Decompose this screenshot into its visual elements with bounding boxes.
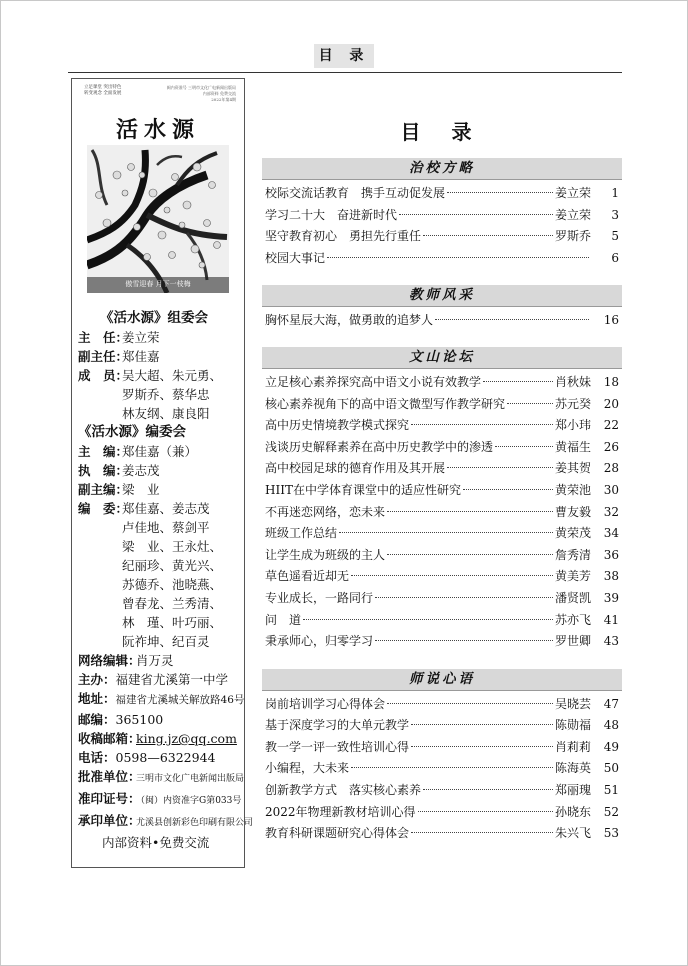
section-header: 文山论坛	[262, 347, 622, 369]
entry-page-number: 22	[603, 418, 619, 433]
toc-entry[interactable]	[262, 458, 622, 480]
entry-page-number: 36	[603, 547, 619, 562]
dot-leader	[411, 832, 553, 833]
entry-page-number: 41	[603, 612, 619, 627]
board-row: 卢佳地、蔡剑平	[122, 520, 210, 535]
info-row: 主办：福建省尤溪第一中学	[78, 672, 229, 687]
info-row: 收稿邮箱：king.jz@qq.com	[78, 731, 237, 746]
entry-title: 学习二十大 奋进新时代	[265, 207, 398, 222]
entry-page-number: 6	[611, 250, 619, 265]
toc-entry[interactable]	[262, 780, 622, 802]
entry-title: 胸怀星辰大海，做勇敢的追梦人	[265, 313, 434, 328]
entry-author: 孙晓东	[554, 804, 591, 819]
entry-page-number: 48	[603, 718, 619, 733]
table-of-contents	[262, 100, 622, 845]
entry-author: 罗世卿	[554, 634, 591, 649]
board-row: 副主编：梁 业	[78, 482, 160, 497]
entry-author: 朱兴飞	[554, 826, 591, 841]
dot-leader	[375, 640, 553, 641]
toc-entry[interactable]	[262, 415, 622, 437]
toc-entry[interactable]	[262, 183, 622, 205]
board-row: 梁 业、王永灶、	[122, 539, 223, 554]
entry-page-number: 30	[603, 482, 619, 497]
entry-author: 黄美芳	[554, 569, 591, 584]
toc-entry[interactable]	[262, 737, 622, 759]
toc-entry[interactable]	[262, 394, 622, 416]
entry-page-number: 34	[603, 526, 619, 541]
toc-entry[interactable]	[262, 226, 622, 248]
dot-leader	[423, 789, 553, 790]
entry-author: 黄荣茂	[554, 526, 591, 541]
board-row: 主 编：郑佳嘉（兼）	[78, 444, 198, 459]
dot-leader	[447, 467, 553, 468]
toc-entry[interactable]	[262, 502, 622, 524]
entry-author: 郑小玮	[554, 418, 591, 433]
entry-title: 秉承师心，归零学习	[265, 634, 374, 649]
toc-section	[262, 158, 622, 269]
info-row: 电话：0598—6322944	[78, 750, 216, 765]
entry-page-number: 39	[603, 590, 619, 605]
toc-entry[interactable]	[262, 248, 622, 270]
dot-leader	[387, 703, 553, 704]
magazine-name: 活水源	[115, 117, 200, 143]
entry-page-number: 5	[611, 229, 619, 244]
entry-author: 罗斯乔	[554, 229, 591, 244]
board-row: 曾春龙、兰秀清、	[122, 596, 223, 611]
entry-author: 黄荣池	[554, 482, 591, 497]
entry-author: 黄福生	[554, 439, 591, 454]
entry-title: 教一学一评一致性培训心得	[265, 739, 410, 754]
entry-title: 岗前培训学习心得体会	[265, 696, 386, 711]
entry-author: 苏亦飞	[554, 612, 591, 627]
dot-leader	[351, 767, 553, 768]
entry-title: 高中历史情境教学模式探究	[265, 418, 410, 433]
board-row: 编 委：郑佳嘉、姜志茂	[78, 501, 210, 516]
toc-entry[interactable]	[262, 566, 622, 588]
entry-title: 浅谈历史解释素养在高中历史教学中的渗透	[265, 439, 494, 454]
dot-leader	[399, 214, 553, 215]
masthead-panel	[71, 78, 254, 868]
board-row: 林 瑾、叶巧丽、	[122, 615, 223, 630]
board-row: 罗斯乔、蔡华忠	[122, 387, 210, 402]
footer-note: 内部资料•免费交流	[102, 835, 210, 850]
entry-author: 詹秀清	[554, 547, 591, 562]
dot-leader	[303, 619, 553, 620]
dot-leader	[463, 489, 553, 490]
toc-entry[interactable]	[262, 610, 622, 632]
board-row: 苏德乔、池晓燕、	[122, 577, 223, 592]
edit-committee-title: 《活水源》编委会	[78, 424, 186, 440]
running-head: 目 录	[314, 44, 374, 68]
section-header: 师说心语	[262, 669, 622, 691]
entry-title: 教育科研课题研究心得体会	[265, 826, 410, 841]
entry-author: 陈海英	[554, 761, 591, 776]
org-committee-title: 《活水源》组委会	[100, 310, 208, 326]
entry-title: 专业成长，一路同行	[265, 590, 374, 605]
entry-title: 校际交流话教育 携手互动促发展	[265, 186, 446, 200]
plum-blossom-painting	[87, 145, 229, 293]
entry-author: 吴晓芸	[554, 696, 591, 711]
entry-author: 姜其贺	[554, 461, 591, 476]
dot-leader	[495, 446, 553, 447]
cover-publication-note: 闽内资准号 三明市文化广电新闻出版局 内部资料 免费交流 2022年第4期	[166, 85, 236, 102]
publication-info	[78, 651, 253, 852]
dot-leader	[387, 511, 553, 512]
entry-title: 基于深度学习的大单元教学	[265, 718, 410, 733]
dot-leader	[351, 575, 553, 576]
entry-page-number: 47	[603, 696, 619, 711]
toc-entry[interactable]	[262, 437, 622, 459]
board-row: 副主任：郑佳嘉	[78, 349, 160, 364]
entry-page-number: 51	[603, 783, 619, 798]
board-row: 主 任：姜立荣	[78, 330, 160, 345]
dot-leader	[339, 532, 553, 533]
entry-author: 肖秋妹	[554, 374, 591, 389]
toc-entry[interactable]	[262, 372, 622, 394]
toc-entry[interactable]	[262, 823, 622, 845]
entry-title: HIIT在中学体育课堂中的适应性研究	[265, 482, 461, 497]
board-row: 阮祚坤、纪百灵	[122, 634, 210, 649]
header-rule	[68, 72, 622, 73]
toc-entry[interactable]	[262, 758, 622, 780]
entry-title: 坚守教育初心 勇担先行重任	[265, 229, 422, 244]
organizing-committee	[78, 309, 222, 651]
toc-entry[interactable]	[262, 631, 622, 653]
entry-page-number: 52	[603, 804, 619, 819]
entry-author: 姜立荣	[554, 186, 591, 200]
dot-leader	[387, 554, 553, 555]
entry-page-number: 49	[603, 739, 619, 754]
email-link[interactable]: king.jz@qq.com	[136, 731, 237, 746]
dot-leader	[411, 746, 553, 747]
entry-page-number: 28	[603, 461, 619, 476]
info-row: 准印证号：（闽）内资准字G第033号	[78, 791, 242, 806]
entry-page-number: 53	[603, 826, 619, 841]
entry-title: 立足核心素养探究高中语文小说有效教学	[265, 374, 482, 389]
entry-title: 2022年物理新教材培训心得	[265, 804, 416, 819]
dot-leader	[447, 192, 553, 193]
section-header: 治校方略	[262, 158, 622, 180]
section-header: 教师风采	[262, 285, 622, 307]
toc-entry[interactable]	[262, 694, 622, 716]
entry-author: 曹友毅	[554, 504, 591, 519]
entry-page-number: 43	[603, 634, 619, 649]
toc-entry[interactable]	[262, 545, 622, 567]
info-row: 网络编辑：肖万灵	[78, 653, 174, 668]
entry-page-number: 1	[611, 186, 619, 200]
painting-caption: 傲雪迎春 月下一枝梅	[125, 280, 191, 288]
dot-leader	[435, 319, 589, 320]
entry-title: 草色遥看近却无	[265, 569, 350, 584]
toc-section	[262, 347, 622, 653]
entry-page-number: 20	[603, 396, 619, 411]
toc-entry[interactable]	[262, 205, 622, 227]
entry-author: 肖莉莉	[554, 739, 591, 754]
entry-page-number: 38	[603, 569, 619, 584]
dot-leader	[375, 597, 553, 598]
info-row: 批准单位：三明市文化广电新闻出版局	[78, 769, 245, 784]
entry-title: 班级工作总结	[265, 526, 338, 541]
entry-author: 苏元癸	[554, 396, 591, 411]
cover-slogan: 立足课堂 突出特色 转变观念 全面发展	[84, 85, 122, 96]
toc-sections	[262, 158, 622, 845]
toc-entry[interactable]	[262, 480, 622, 502]
toc-entry[interactable]	[262, 588, 622, 610]
entry-title: 核心素养视角下的高中语文微型写作教学研究	[265, 396, 506, 411]
entry-author: 潘贤凯	[554, 590, 591, 605]
dot-leader	[507, 403, 553, 404]
entry-title: 不再迷恋网络，恋未来	[265, 504, 386, 519]
entry-page-number: 16	[603, 313, 619, 328]
entry-author: 郑丽瑰	[554, 783, 591, 798]
entry-title: 校园大事记	[265, 250, 326, 265]
toc-entry[interactable]	[262, 310, 622, 332]
entry-title: 让学生成为班级的主人	[265, 547, 386, 562]
board-row: 纪丽珍、黄光兴、	[122, 558, 223, 573]
entry-author: 陈勋福	[554, 718, 591, 733]
entry-title: 小编程，大未来	[265, 761, 350, 776]
entry-page-number: 50	[603, 761, 619, 776]
entry-title: 创新教学方式 落实核心素养	[265, 783, 422, 798]
toc-entry[interactable]	[262, 523, 622, 545]
info-row: 邮编：365100	[78, 712, 164, 727]
entry-title: 问 道	[265, 612, 302, 627]
toc-title: 目 录	[400, 120, 484, 144]
toc-section	[262, 669, 622, 845]
entry-author: 姜立荣	[554, 207, 591, 222]
entry-page-number: 3	[611, 207, 619, 222]
entry-title: 高中校园足球的德育作用及其开展	[265, 461, 446, 476]
dot-leader	[411, 424, 553, 425]
board-row: 执 编：姜志茂	[78, 463, 160, 478]
info-row: 承印单位：尤溪县创新彩色印刷有限公司	[78, 813, 254, 828]
dot-leader	[327, 257, 589, 258]
dot-leader	[411, 724, 553, 725]
dot-leader	[483, 381, 553, 382]
dot-leader	[423, 235, 553, 236]
toc-entry[interactable]	[262, 802, 622, 824]
entry-page-number: 26	[603, 439, 619, 454]
board-row: 林友纲、康良阳	[122, 406, 210, 421]
dot-leader	[418, 811, 553, 812]
entry-page-number: 32	[603, 504, 619, 519]
toc-section	[262, 285, 622, 332]
board-row: 成 员：吴大超、朱元勇、	[78, 368, 223, 383]
entry-page-number: 18	[603, 374, 619, 389]
info-row: 地址：福建省尤溪城关解放路46号	[78, 691, 245, 706]
toc-entry[interactable]	[262, 715, 622, 737]
